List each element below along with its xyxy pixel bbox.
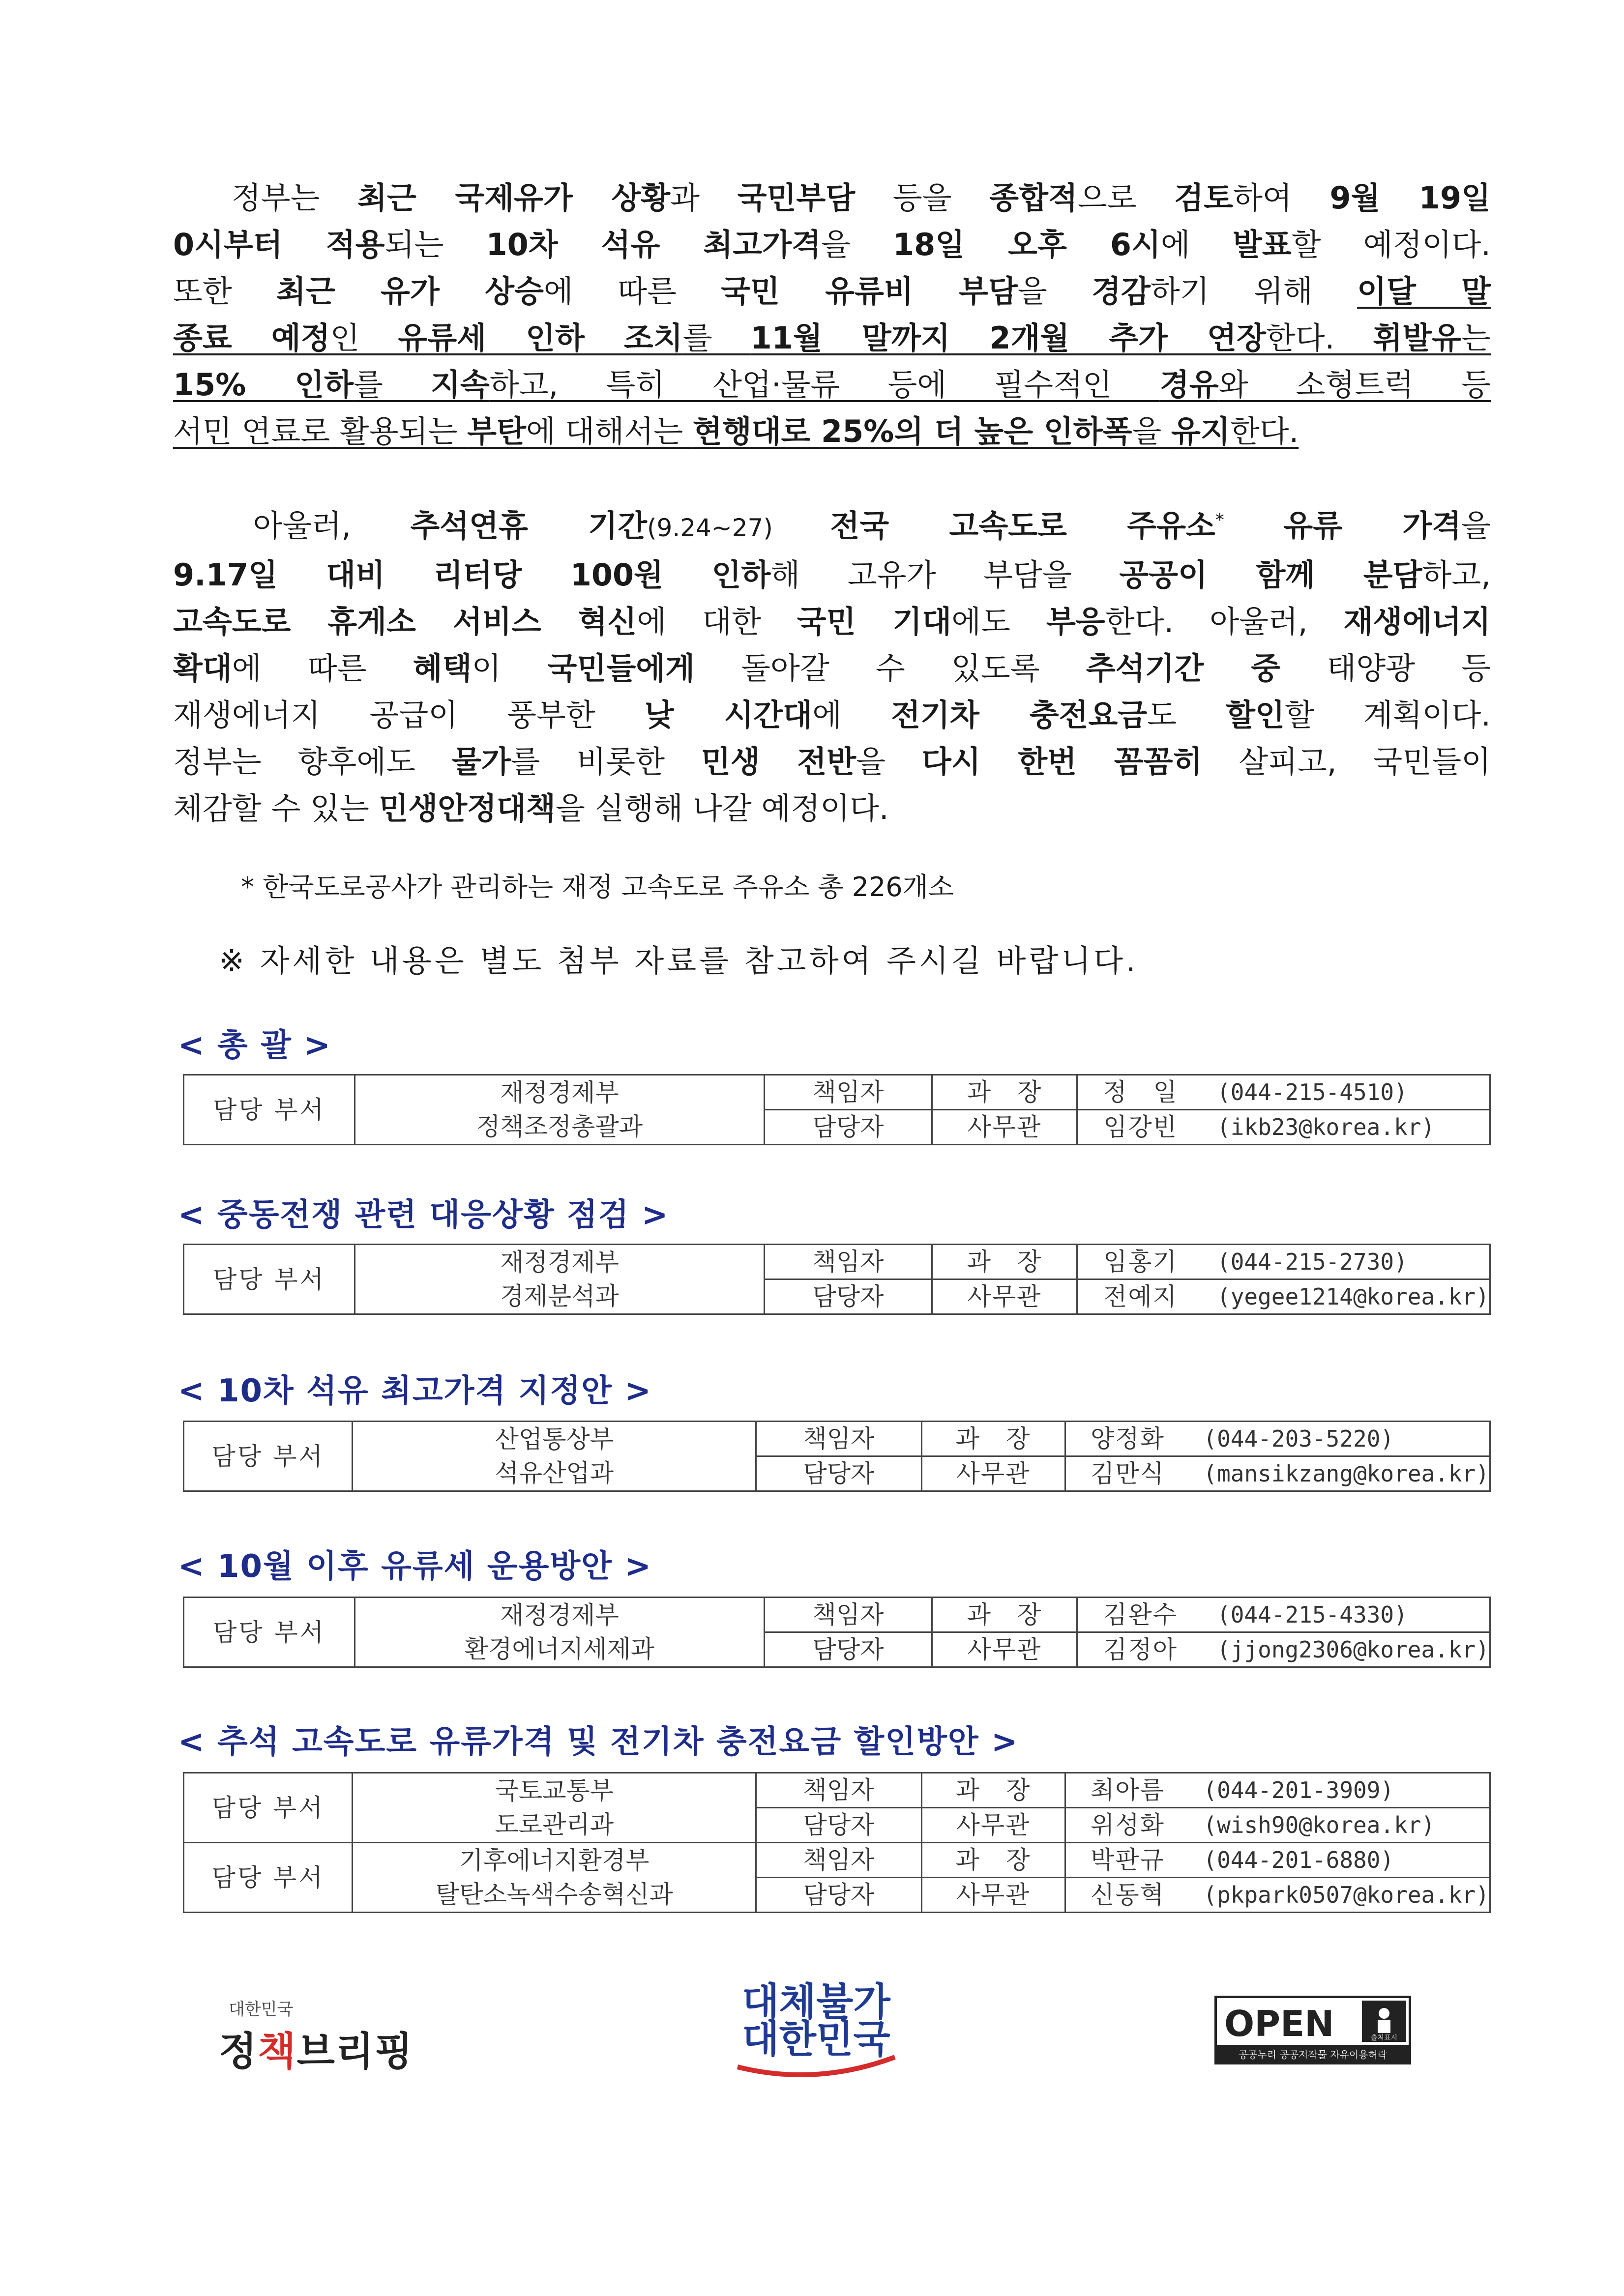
text-segment: 를 비롯한 bbox=[510, 744, 701, 780]
text-segment: 종료 예정 bbox=[173, 320, 330, 356]
text-segment: 민생 전반 bbox=[701, 744, 856, 780]
name-cell: 정 일 bbox=[1077, 1075, 1204, 1110]
table-row bbox=[184, 1075, 1490, 1110]
table-row bbox=[184, 1279, 1490, 1314]
reference-note: ※ 자세한 내용은 별도 첨부 자료를 참고하여 주시길 바랍니다. bbox=[219, 943, 1139, 979]
role-cell: 담당자 bbox=[756, 1878, 921, 1913]
table-row bbox=[184, 1843, 1490, 1878]
table-row bbox=[184, 1110, 1490, 1145]
policy-briefing-logo: 대한민국 정책브리핑 bbox=[219, 2000, 414, 2074]
position-cell: 과 장 bbox=[932, 1598, 1077, 1632]
text-segment: 등을 bbox=[855, 180, 990, 216]
text-line bbox=[173, 221, 1491, 268]
text-segment: 할 예정이다. bbox=[1291, 227, 1491, 262]
text-segment: 되는 bbox=[384, 227, 486, 262]
table-row bbox=[184, 1245, 1490, 1279]
text-segment: 는 bbox=[1461, 320, 1491, 356]
contact-table bbox=[183, 1244, 1491, 1315]
role-cell: 담당자 bbox=[765, 1279, 932, 1314]
korea-slogan-logo: 대체불가 대한민국 bbox=[728, 1983, 905, 2082]
text-segment: 0시부터 적용 bbox=[173, 227, 385, 262]
text-segment: 최근 유가 상승 bbox=[276, 273, 544, 309]
paragraph-oil-price bbox=[173, 174, 1491, 455]
text-segment: 공공이 함께 분담 bbox=[1119, 557, 1422, 593]
table-row bbox=[184, 1773, 1490, 1808]
contact-info-cell[interactable]: (044-203-5220) bbox=[1189, 1422, 1490, 1456]
text-line bbox=[173, 645, 1491, 692]
text-segment: 유지 bbox=[1171, 413, 1230, 449]
text-segment: 한다. bbox=[1230, 413, 1299, 449]
name-cell: 임홍기 bbox=[1077, 1245, 1204, 1279]
table-row bbox=[184, 1598, 1490, 1632]
contact-info-cell[interactable]: (044-215-4330) bbox=[1203, 1598, 1490, 1632]
text-segment: 유류세 인하 조치 bbox=[398, 320, 683, 356]
position-cell: 사무관 bbox=[921, 1456, 1065, 1491]
contact-info-cell[interactable]: (044-201-6880) bbox=[1189, 1843, 1490, 1878]
contact-info-cell[interactable]: (044-215-2730) bbox=[1203, 1245, 1490, 1279]
position-cell: 사무관 bbox=[932, 1110, 1077, 1145]
contact-info-cell[interactable]: (ikb23@korea.kr) bbox=[1203, 1110, 1490, 1145]
badge-text: 출처표시 bbox=[1370, 2034, 1398, 2042]
text-segment: 부탄 bbox=[467, 413, 526, 449]
name-cell: 김정아 bbox=[1077, 1632, 1204, 1667]
text-segment: 와 소형트럭 등 bbox=[1218, 367, 1491, 403]
position-cell: 사무관 bbox=[932, 1632, 1077, 1667]
ministry-name: 재정경제부 bbox=[355, 1598, 765, 1632]
text-segment: 하고, bbox=[1422, 557, 1491, 593]
table-row bbox=[184, 1422, 1490, 1456]
text-segment: 확대 bbox=[173, 650, 232, 686]
text-segment: 을 실행해 나갈 예정이다. bbox=[555, 790, 889, 826]
text-segment: 을 bbox=[821, 227, 893, 262]
text-segment: 아울러, bbox=[173, 508, 411, 544]
ministry-name: 국토교통부 bbox=[353, 1773, 756, 1808]
text-segment: 경감 bbox=[1092, 273, 1151, 309]
contact-table bbox=[183, 1074, 1491, 1145]
text-segment: 으로 bbox=[1077, 180, 1175, 216]
role-cell: 담당자 bbox=[765, 1110, 932, 1145]
text-segment: 9.17일 대비 리터당 100원 인하 bbox=[173, 557, 771, 593]
name-cell: 위성화 bbox=[1065, 1808, 1189, 1843]
text-segment: 다시 한번 꼼꼼히 bbox=[921, 744, 1203, 780]
contact-info-cell[interactable]: (044-201-3909) bbox=[1189, 1773, 1490, 1808]
text-segment: 살피고, 국민들이 bbox=[1202, 744, 1491, 780]
text-segment: 재생에너지 bbox=[1343, 604, 1491, 639]
position-cell: 사무관 bbox=[921, 1878, 1065, 1913]
division-name: 도로관리과 bbox=[353, 1808, 756, 1843]
text-line bbox=[173, 361, 1491, 408]
text-segment: 혜택 bbox=[413, 650, 472, 686]
contact-info-cell[interactable]: (044-215-4510) bbox=[1203, 1075, 1490, 1110]
dept-label: 담당 부서 bbox=[184, 1773, 353, 1843]
text-segment: 이달 말 bbox=[1357, 273, 1491, 309]
footnote: * 한국도로공사가 관리하는 재정 고속도로 주유소 총 226개소 bbox=[241, 872, 954, 902]
division-name: 환경에너지세제과 bbox=[355, 1632, 765, 1667]
section-title: < 추석 고속도로 유류가격 및 전기차 충전요금 할인방안 > bbox=[178, 1724, 1019, 1760]
name-cell: 박판규 bbox=[1065, 1843, 1189, 1878]
text-segment: 국민들에게 bbox=[547, 650, 695, 686]
ministry-name: 재정경제부 bbox=[355, 1075, 765, 1110]
text-segment: 과 bbox=[670, 180, 738, 216]
paragraph-chuseok-measures bbox=[173, 502, 1491, 832]
text-segment: 재생에너지 공급이 풍부한 bbox=[173, 697, 645, 733]
text-segment: 경유 bbox=[1159, 367, 1219, 403]
position-cell: 과 장 bbox=[932, 1075, 1077, 1110]
contact-info-cell[interactable]: (mansikzang@korea.kr) bbox=[1189, 1456, 1490, 1491]
position-cell: 사무관 bbox=[932, 1279, 1077, 1314]
text-segment: 최근 국제유가 상황 bbox=[357, 180, 671, 216]
text-segment: 18일 오후 6시 bbox=[892, 227, 1161, 262]
text-segment: 인 bbox=[330, 320, 398, 356]
text-segment: 를 bbox=[354, 367, 431, 403]
position-cell: 과 장 bbox=[921, 1843, 1065, 1878]
position-cell: 사무관 bbox=[921, 1808, 1065, 1843]
text-segment: 국민 유류비 부담 bbox=[721, 273, 1018, 309]
text-segment: 정부는 bbox=[173, 180, 358, 216]
text-segment: 15% 인하 bbox=[173, 367, 354, 403]
text-segment: 에도 bbox=[951, 604, 1046, 639]
text-segment: 에 따른 bbox=[232, 650, 413, 686]
text-line bbox=[173, 315, 1491, 361]
text-segment: 전국 고속도로 주유소 bbox=[830, 508, 1215, 544]
division-name: 경제분석과 bbox=[355, 1279, 765, 1314]
text-segment: 지속 bbox=[431, 367, 490, 403]
open-text: OPEN bbox=[1224, 2003, 1334, 2044]
text-segment: 추석기간 중 bbox=[1086, 650, 1281, 686]
ministry-name: 산업통상부 bbox=[353, 1422, 756, 1456]
swoosh-icon bbox=[728, 2052, 905, 2082]
section-title: < 중동전쟁 관련 대응상황 점검 > bbox=[178, 1197, 669, 1233]
text-segment: 전기차 충전요금 bbox=[891, 697, 1148, 733]
text-segment: 하고, 특히 산업·물류 등에 필수적인 bbox=[489, 367, 1160, 403]
text-segment: 을 bbox=[1132, 413, 1172, 449]
text-segment: 을 bbox=[1461, 508, 1491, 544]
dept-label: 담당 부서 bbox=[184, 1422, 353, 1491]
text-segment: 물가 bbox=[451, 744, 511, 780]
role-cell: 책임자 bbox=[756, 1773, 921, 1808]
license-subtext: 공공누리 공공저작물 자유이용허락 bbox=[1238, 2049, 1388, 2061]
open-license-icon bbox=[1214, 1996, 1411, 2064]
section-title: < 10월 이후 유류세 운용방안 > bbox=[178, 1548, 652, 1585]
dept-label: 담당 부서 bbox=[184, 1075, 355, 1145]
text-segment: 유류 가격 bbox=[1283, 508, 1462, 544]
section-title: < 총 괄 > bbox=[178, 1027, 331, 1064]
text-segment: 하여 bbox=[1233, 180, 1330, 216]
text-segment: 해 고유가 부담을 bbox=[770, 557, 1120, 593]
text-segment: 한다. 아울러, bbox=[1105, 604, 1344, 639]
role-cell: 담당자 bbox=[756, 1808, 921, 1843]
text-segment: 검토 bbox=[1174, 180, 1233, 216]
name-cell: 김완수 bbox=[1077, 1598, 1204, 1632]
text-segment: 추석연휴 기간 bbox=[410, 508, 647, 544]
text-segment: 낮 시간대 bbox=[644, 697, 813, 733]
text-segment: 에 bbox=[1160, 227, 1233, 262]
dept-label: 담당 부서 bbox=[184, 1245, 355, 1314]
text-segment: 할 계획이다. bbox=[1284, 697, 1491, 733]
text-line bbox=[173, 552, 1491, 598]
role-cell: 책임자 bbox=[756, 1422, 921, 1456]
contact-table bbox=[183, 1772, 1491, 1913]
text-segment: 9월 19일 bbox=[1329, 180, 1491, 216]
name-cell: 전예지 bbox=[1077, 1279, 1204, 1314]
dept-label: 담당 부서 bbox=[184, 1843, 353, 1913]
text-segment: 한다. bbox=[1266, 320, 1373, 356]
text-segment: 정부는 향후에도 bbox=[173, 744, 452, 780]
dept-label: 담당 부서 bbox=[184, 1598, 355, 1667]
text-segment: 고속도로 휴게소 서비스 혁신 bbox=[173, 604, 637, 639]
role-cell: 책임자 bbox=[765, 1245, 932, 1279]
text-segment: 하기 위해 bbox=[1150, 273, 1358, 309]
position-cell: 과 장 bbox=[921, 1773, 1065, 1808]
text-segment: 에 대해서는 bbox=[526, 413, 693, 449]
position-cell: 과 장 bbox=[921, 1422, 1065, 1456]
contact-table bbox=[183, 1421, 1491, 1492]
ministry-name: 재정경제부 bbox=[355, 1245, 765, 1279]
contact-info-cell[interactable]: (pkpark0507@korea.kr) bbox=[1189, 1878, 1490, 1913]
text-segment: 돌아갈 수 있도록 bbox=[695, 650, 1086, 686]
contact-table bbox=[183, 1597, 1491, 1668]
text-segment: 서민 연료로 활용되는 bbox=[173, 413, 468, 449]
text-segment: 부응 bbox=[1046, 604, 1105, 639]
section-title: < 10차 석유 최고가격 지정안 > bbox=[178, 1373, 652, 1409]
name-cell: 신동혁 bbox=[1065, 1878, 1189, 1913]
text-segment: 에 따른 bbox=[543, 273, 721, 309]
name-cell: 최아름 bbox=[1065, 1773, 1189, 1808]
table-row bbox=[184, 1632, 1490, 1667]
text-segment: 민생안정대책 bbox=[379, 790, 556, 826]
kogl-open-license-logo bbox=[1214, 1996, 1411, 2064]
name-cell: 임강빈 bbox=[1077, 1110, 1204, 1145]
table-row bbox=[184, 1808, 1490, 1843]
division-name: 정책조정총괄과 bbox=[355, 1110, 765, 1145]
text-segment bbox=[1224, 508, 1283, 544]
role-cell: 담당자 bbox=[756, 1456, 921, 1491]
text-segment: 이 bbox=[472, 650, 548, 686]
name-cell: 양정화 bbox=[1065, 1422, 1189, 1456]
text-segment: 태양광 등 bbox=[1280, 650, 1491, 686]
contact-info-cell[interactable]: (jjong2306@korea.kr) bbox=[1203, 1632, 1490, 1667]
text-segment: 할인 bbox=[1226, 697, 1285, 733]
role-cell: 책임자 bbox=[765, 1075, 932, 1110]
ministry-name: 기후에너지환경부 bbox=[353, 1843, 756, 1878]
text-segment: 를 bbox=[682, 320, 751, 356]
table-row bbox=[184, 1456, 1490, 1491]
contact-info-cell[interactable]: (yegee1214@korea.kr) bbox=[1203, 1279, 1490, 1314]
role-cell: 책임자 bbox=[756, 1843, 921, 1878]
text-line bbox=[173, 785, 1491, 832]
text-line bbox=[173, 174, 1491, 221]
text-segment: 에 bbox=[812, 697, 891, 733]
text-line bbox=[173, 408, 1491, 455]
text-segment: 현행대로 25%의 더 높은 인하폭 bbox=[692, 413, 1132, 449]
text-segment: 휘발유 bbox=[1373, 320, 1462, 356]
text-segment: 국민부담 bbox=[737, 180, 856, 216]
text-segment: 발표 bbox=[1232, 227, 1292, 262]
role-cell: 책임자 bbox=[765, 1598, 932, 1632]
text-segment: 국민 기대 bbox=[797, 604, 952, 639]
text-line bbox=[173, 598, 1491, 645]
text-line bbox=[173, 692, 1491, 738]
table-row bbox=[184, 1878, 1490, 1913]
division-name: 석유산업과 bbox=[353, 1456, 756, 1491]
text-segment: 또한 bbox=[173, 273, 277, 309]
text-segment: 도 bbox=[1147, 697, 1226, 733]
division-name: 탈탄소녹색수송혁신과 bbox=[353, 1878, 756, 1913]
text-segment: 종합적 bbox=[989, 180, 1078, 216]
text-segment: 에 대한 bbox=[637, 604, 797, 639]
text-segment: (9.24~27) bbox=[647, 514, 830, 542]
role-cell: 담당자 bbox=[765, 1632, 932, 1667]
name-cell: 김만식 bbox=[1065, 1456, 1189, 1491]
text-line bbox=[173, 502, 1491, 552]
position-cell: 과 장 bbox=[932, 1245, 1077, 1279]
text-segment: 을 bbox=[1017, 273, 1092, 309]
text-segment: 을 bbox=[856, 744, 922, 780]
text-segment: * bbox=[1215, 510, 1224, 530]
text-line bbox=[173, 738, 1491, 785]
text-line bbox=[173, 268, 1491, 315]
contact-info-cell[interactable]: (wish90@korea.kr) bbox=[1189, 1808, 1490, 1843]
text-segment: 체감할 수 있는 bbox=[173, 790, 379, 826]
text-segment: 10차 석유 최고가격 bbox=[486, 227, 821, 262]
text-segment: 11월 말까지 2개월 추가 연장 bbox=[750, 320, 1266, 356]
